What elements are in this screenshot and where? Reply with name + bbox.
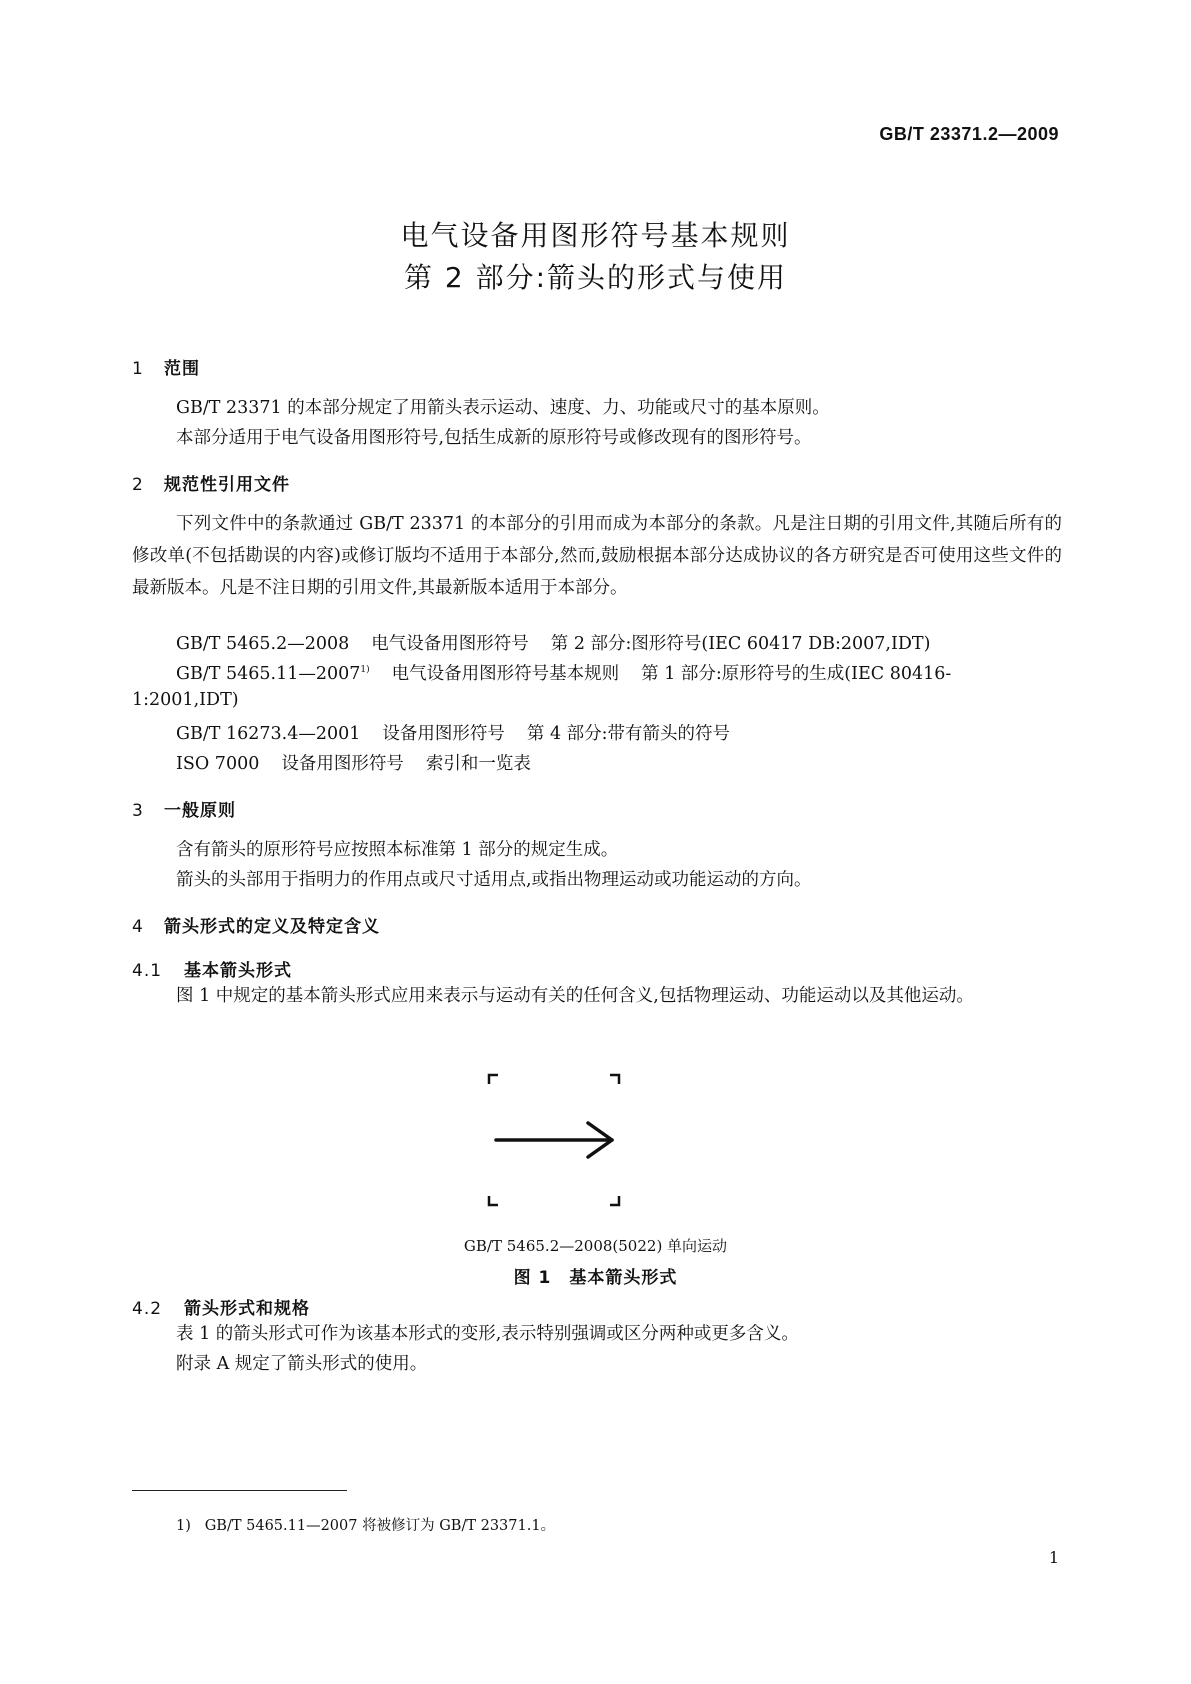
section-title: 一般原则 [164, 801, 236, 821]
section-number: 2 [132, 475, 144, 495]
section-title: 基本箭头形式 [184, 961, 292, 981]
arrow-right-icon [496, 1123, 612, 1157]
footnote-text: GB/T 5465.11—2007 将被修订为 GB/T 23371.1。 [204, 1518, 556, 1534]
reference-item [176, 660, 951, 685]
figure-title: 图 1 基本箭头形式 [513, 1268, 678, 1288]
reference-title: 电气设备用图形符号 [371, 634, 529, 654]
section-3-heading [132, 796, 236, 821]
section-number: 3 [132, 801, 144, 821]
page-title: 电气设备用图形符号基本规则 [400, 219, 791, 252]
paragraph: 附录 A 规定了箭头形式的使用。 [176, 1354, 428, 1374]
paragraph: 含有箭头的原形符号应按照本标准第 1 部分的规定生成。 [176, 840, 619, 860]
reference-code: GB/T 16273.4—2001 [176, 724, 361, 744]
reference-item [176, 720, 730, 745]
section-number: 1 [132, 359, 144, 379]
section-title: 规范性引用文件 [164, 475, 290, 495]
section-1-heading [132, 354, 200, 379]
reference-continuation: 1:2001,IDT) [132, 690, 239, 710]
reference-part: 第 4 部分:带有箭头的符号 [526, 724, 731, 744]
paragraph: 图 1 中规定的基本箭头形式应用来表示与运动有关的任何含义,包括物理运动、功能运动以及其他运动。 [176, 986, 974, 1006]
section-2-heading [132, 470, 290, 495]
footnote-marker: 1) [360, 665, 370, 675]
figure-1 [484, 1070, 624, 1210]
paragraph: 下列文件中的条款通过 GB/T 23371 的本部分的引用而成为本部分的条款。凡是注日期的引用文件,其随后所有的修改单(不包括勘误的内容)或修订版均不适用于本部分,然而,鼓励根据本部分达成协议的各方研究是否可使用这些文件的最新版本。凡是不注日期的引用文件,其最新版本适用于本部分。 [132, 514, 1062, 598]
reference-title: 电气设备用图形符号基本规则 [391, 664, 620, 684]
reference-part: 第 2 部分:图形符号(IEC 60417 DB:2007,IDT) [550, 634, 931, 654]
subsection-4-2-heading [132, 1294, 310, 1319]
paragraph: 箭头的头部用于指明力的作用点或尺寸适用点,或指出物理运动或功能运动的方向。 [176, 870, 812, 890]
reference-item [176, 750, 531, 775]
section-number: 4.2 [132, 1299, 163, 1319]
section-title: 箭头形式和规格 [184, 1299, 310, 1319]
paragraph: 表 1 的箭头形式可作为该基本形式的变形,表示特别强调或区分两种或更多含义。 [176, 1324, 799, 1344]
footnote-rule [132, 1490, 347, 1491]
reference-part: 第 1 部分:原形符号的生成(IEC 80416- [641, 664, 952, 684]
page-subtitle: 第 2 部分:箭头的形式与使用 [403, 261, 788, 294]
paragraph: 本部分适用于电气设备用图形符号,包括生成新的原形符号或修改现有的图形符号。 [176, 428, 812, 448]
footnote [176, 1514, 555, 1535]
reference-item [176, 630, 930, 655]
section-title: 箭头形式的定义及特定含义 [164, 917, 380, 937]
reference-title: 设备用图形符号 [281, 754, 404, 774]
page-number: 1 [1048, 1548, 1059, 1567]
subsection-4-1-heading [132, 956, 292, 981]
section-title: 范围 [164, 359, 200, 379]
paragraph: GB/T 23371 的本部分规定了用箭头表示运动、速度、力、功能或尺寸的基本原则。 [176, 398, 830, 418]
section-4-heading [132, 912, 380, 937]
reference-title: 设备用图形符号 [382, 724, 505, 744]
section-number: 4 [132, 917, 144, 937]
reference-part: 索引和一览表 [425, 754, 531, 774]
reference-code: GB/T 5465.11—2007 [176, 664, 361, 684]
footnote-mark: 1) [176, 1518, 191, 1534]
figure-caption: GB/T 5465.2—2008(5022) 单向运动 [463, 1237, 728, 1255]
standard-number: GB/T 23371.2—2009 [879, 124, 1059, 144]
reference-code: ISO 7000 [176, 754, 260, 774]
section-number: 4.1 [132, 961, 163, 981]
reference-code: GB/T 5465.2—2008 [176, 634, 350, 654]
